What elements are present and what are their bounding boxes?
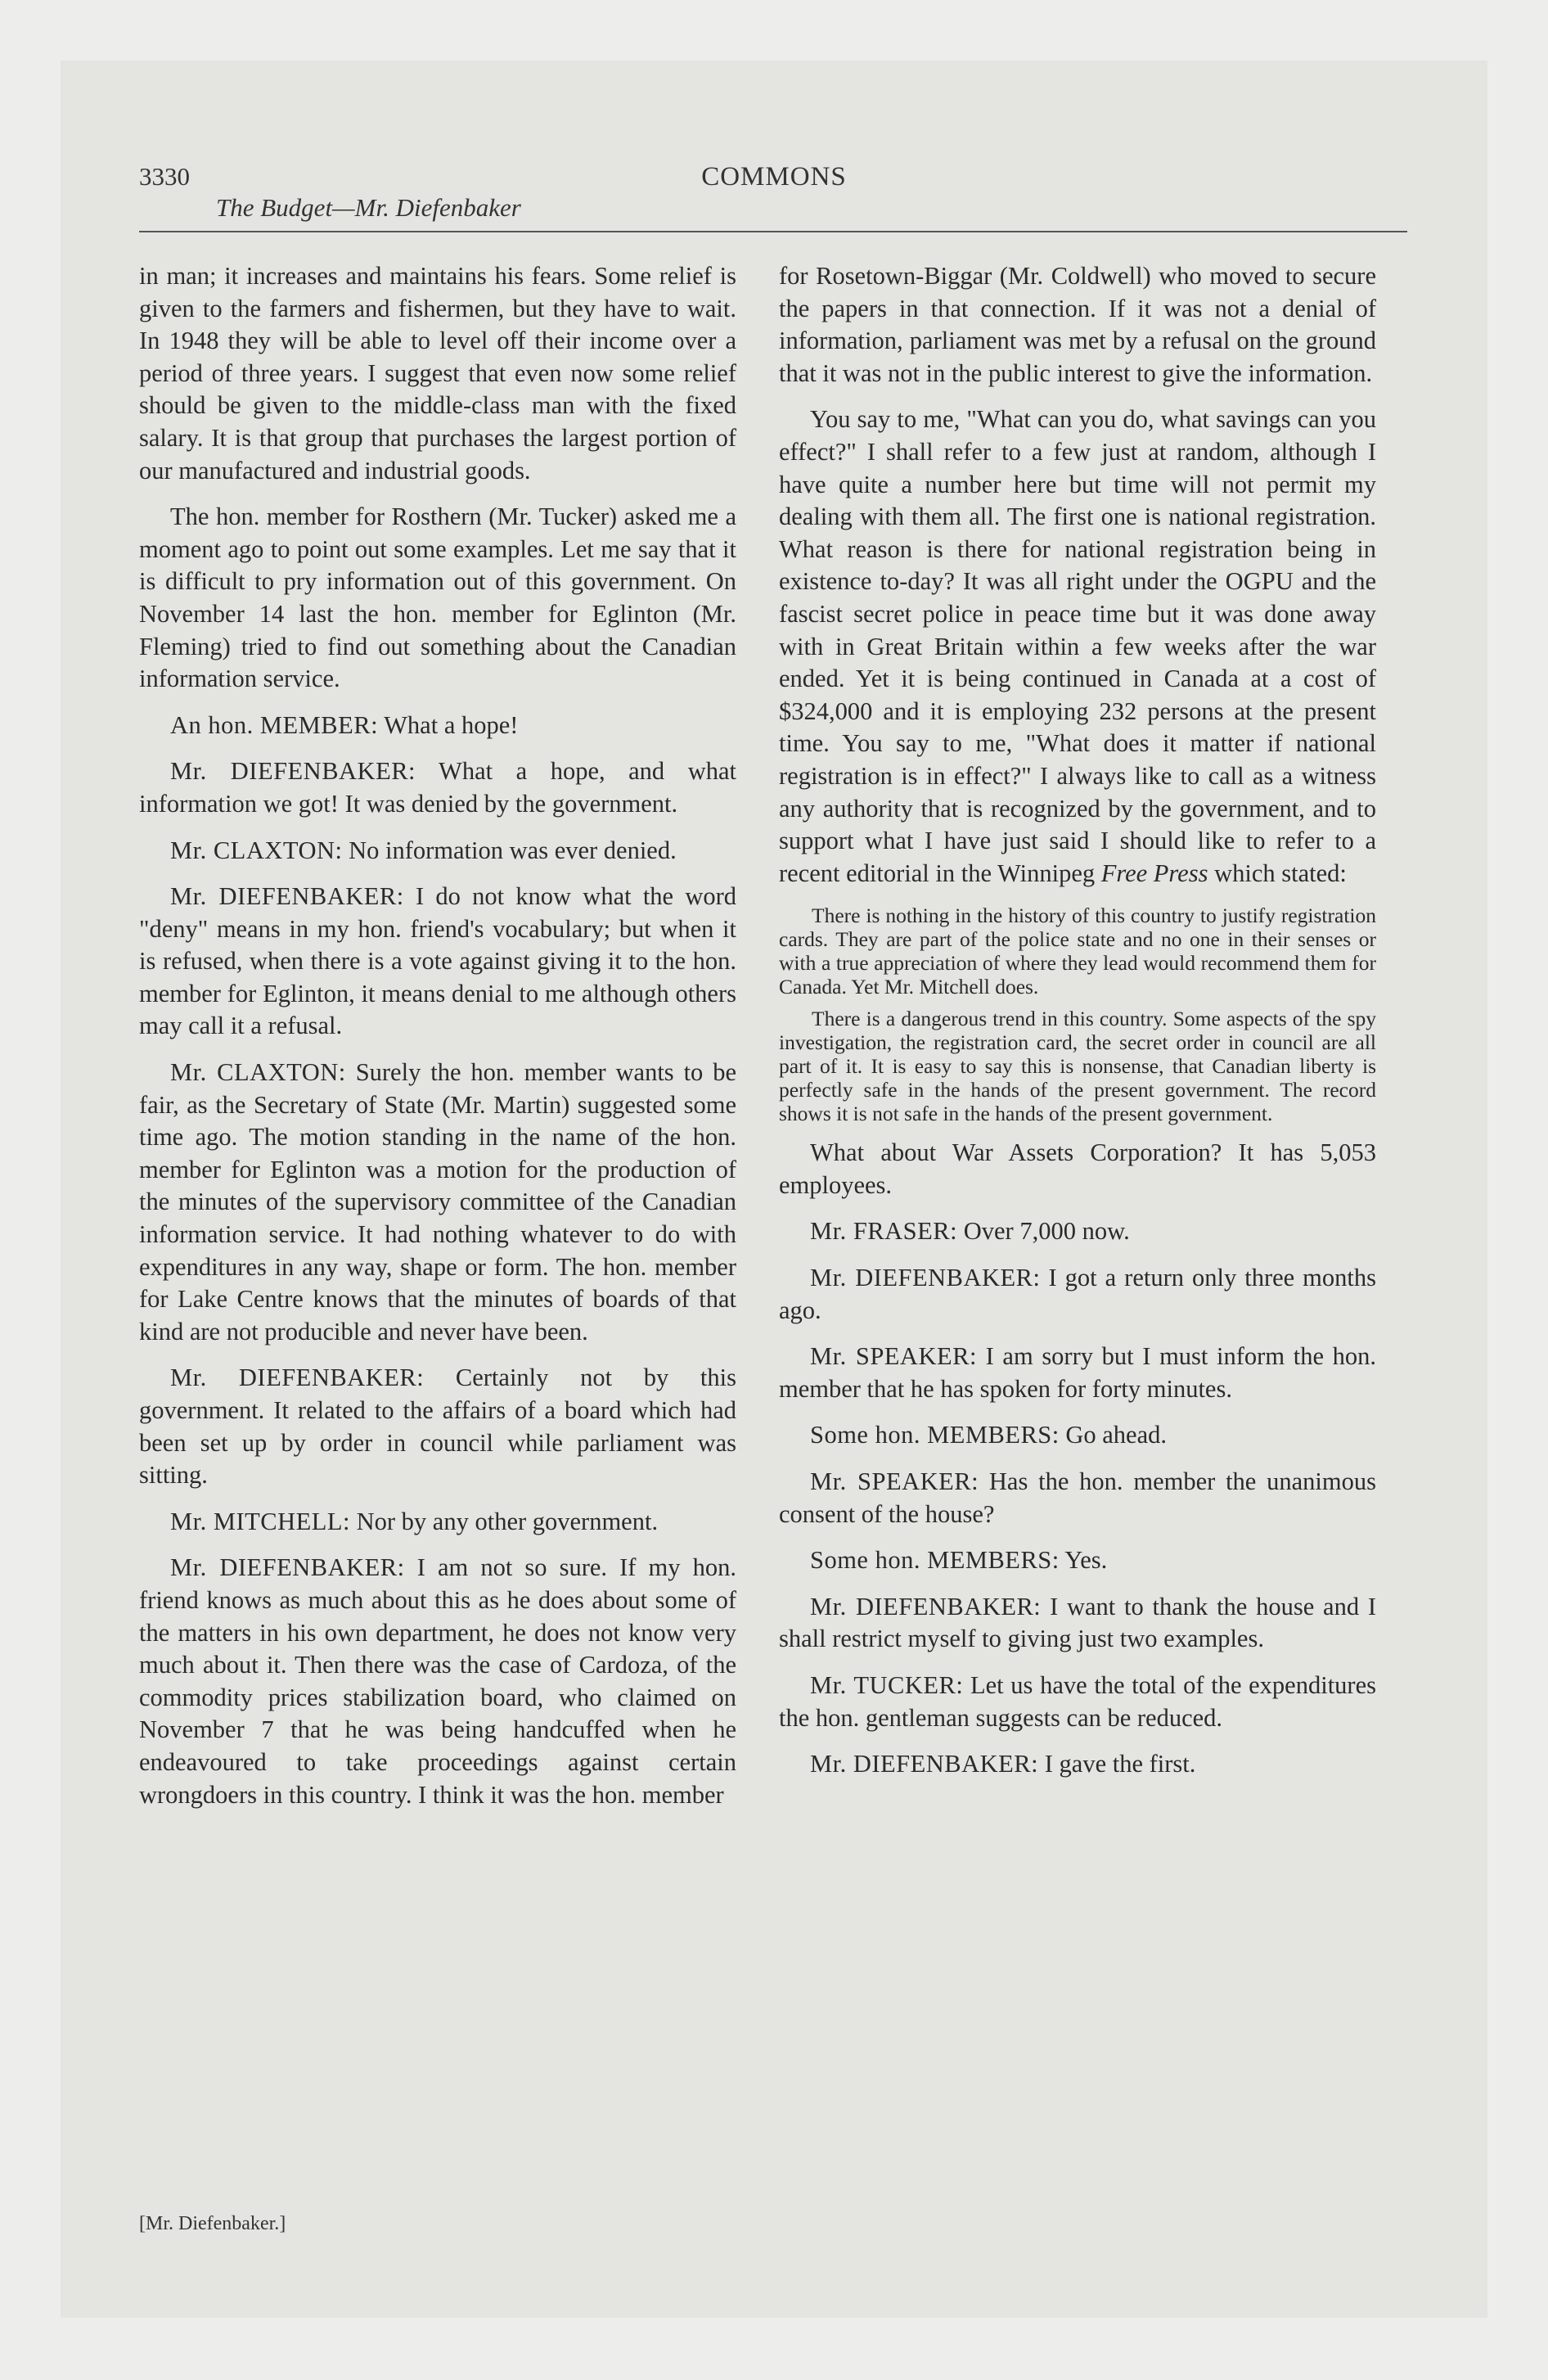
speech: Mr. DIEFENBAKER: I want to thank the house and I shall restrict myself to giving just two examples.: [779, 1592, 1377, 1653]
quote-paragraph: There is nothing in the history of this country to justify registration cards. They are part of the police state and no one in their senses or with a true appreciation of where they lead would recommend them for Canada. Yet Mr. Mitchell does.: [779, 904, 1376, 999]
editorial-quote: [779, 904, 1376, 1125]
speech: Mr. CLAXTON: No information was ever denied.: [170, 836, 677, 864]
speech: Mr. FRASER: Over 7,000 now.: [810, 1217, 1130, 1246]
speech: Mr. DIEFENBAKER: I got a return only three months ago.: [779, 1264, 1376, 1324]
speaker-name: Some hon. MEMBERS:: [810, 1421, 1060, 1449]
speaker-name: Mr. TUCKER:: [810, 1671, 964, 1699]
speech: Mr. DIEFENBAKER: I am not so sure. If my hon. friend knows as much about this as he does about some of the matters in his own department, he does not know very much about it. Then there was the case of Cardoza, of the commodity prices stabilization board, who claimed on November 7 that he was being handcuffed when he endeavoured to take proceedings against certain wrongdoers in this country. I think it was the hon. member: [139, 1553, 736, 1809]
speaker-name: Mr. FRASER:: [810, 1217, 958, 1246]
speech: An hon. MEMBER: What a hope!: [170, 710, 519, 739]
speaker-name: Mr. SPEAKER:: [810, 1342, 977, 1371]
speaker-name: Mr. DIEFENBAKER:: [810, 1592, 1042, 1620]
speaker-name: Mr. MITCHELL:: [170, 1507, 350, 1535]
speech: Mr. DIEFENBAKER: Certainly not by this government. It related to the affairs of a board which had been set up by order in council while parliament was sitting.: [139, 1364, 736, 1490]
speaker-name: Mr. DIEFENBAKER:: [810, 1750, 1039, 1778]
speech: Mr. DIEFENBAKER: What a hope, and what information we got! It was denied by the government.: [139, 757, 737, 818]
speaker-name: Mr. CLAXTON:: [170, 1058, 346, 1087]
header-rule: [139, 231, 1407, 232]
speaker-name: Mr. SPEAKER:: [810, 1467, 979, 1496]
footer-speaker-note: [Mr. Diefenbaker.]: [139, 2213, 286, 2234]
paragraph: What about War Assets Corporation? It has 5,053 employees.: [779, 1138, 1376, 1199]
right-column: [779, 260, 1376, 1795]
speech: Mr. DIEFENBAKER: I do not know what the word "deny" means in my hon. friend's vocabulary; but when it is refused, when there is a vote against giving it to the hon. member for Eglinton, it means denial to me although others may call it a refusal.: [139, 882, 737, 1040]
page-number: 3330: [139, 162, 190, 191]
speech: Mr. DIEFENBAKER: I gave the first.: [810, 1750, 1196, 1778]
newspaper-name: Free Press: [1100, 859, 1208, 887]
speech: Some hon. MEMBERS: Yes.: [810, 1546, 1108, 1575]
quote-paragraph: There is a dangerous trend in this country. Some aspects of the spy investigation, the registration card, the secret order in council are all part of it. It is easy to say this is nonsense, that Canadian liberty is perfectly safe in the hands of the present government. The record shows it is not safe in the hands of the present government.: [779, 1007, 1376, 1126]
speech: Mr. CLAXTON: Surely the hon. member wants to be fair, as the Secretary of State (Mr. Martin) suggested some time ago. The motion standing in the name of the hon. member for Eglinton was a motion for the production of the minutes of the supervisory committee of the Canadian information service. It had nothing whatever to do with expenditures in any way, shape or form. The hon. member for Lake Centre knows that the minutes of boards of that kind are not producible and never have been.: [139, 1058, 737, 1346]
speech: Mr. TUCKER: Let us have the total of the expenditures the hon. gentleman suggests can be reduced.: [779, 1671, 1376, 1732]
running-subtitle: The Budget—Mr. Diefenbaker: [216, 193, 521, 222]
speaker-name: Mr. DIEFENBAKER:: [170, 757, 416, 786]
speaker-name: Mr. DIEFENBAKER:: [170, 1364, 425, 1392]
speaker-name: Mr. CLAXTON:: [170, 836, 343, 864]
speaker-name: Mr. DIEFENBAKER:: [170, 1553, 405, 1582]
running-head: COMMONS: [701, 162, 847, 192]
speech: Mr. SPEAKER: Has the hon. member the unanimous consent of the house?: [779, 1467, 1377, 1528]
speech: Mr. SPEAKER: I am sorry but I must inform the hon. member that he has spoken for forty minutes.: [779, 1342, 1377, 1403]
speech: Some hon. MEMBERS: Go ahead.: [810, 1421, 1167, 1449]
speaker-name: An hon. MEMBER:: [170, 710, 379, 739]
speaker-name: Mr. DIEFENBAKER:: [170, 882, 404, 911]
speaker-name: Mr. DIEFENBAKER:: [810, 1264, 1041, 1292]
paragraph: in man; it increases and maintains his fears. Some relief is given to the farmers and fishermen, but they have to wait. In 1948 they will be able to level off their income over a period of three years. I suggest that even now some relief should be given to the middle-class man with the fixed salary. It is that group that purchases the largest portion of our manufactured and industrial goods.: [139, 262, 736, 485]
speech: Mr. MITCHELL: Nor by any other government.: [170, 1507, 659, 1535]
speaker-name: Some hon. MEMBERS:: [810, 1546, 1060, 1575]
paragraph: The hon. member for Rosthern (Mr. Tucker) asked me a moment ago to point out some examples. Let me say that it is difficult to pry information out of this government. On November 14 last the hon. member for Eglinton (Mr. Fleming) tried to find out something about the Canadian information service.: [139, 503, 736, 693]
paragraph: You say to me, "What can you do, what savings can you effect?" I shall refer to a few just at random, although I have quite a number here but time will not permit my dealing with them all. The first one is national registration. What reason is there for national registration being in existence to-day? It was all right under the OGPU and the fascist secret police in peace time but it was done away with in Great Britain within a few weeks after the war ended. Yet it is being continued in Canada at a cost of $324,000 and it is employing 232 persons at the present time. You say to me, "What does it matter if national registration is in effect?" I always like to call as a witness any authority that is recognized by the government, and to support what I have just said I should like to refer to a recent editorial in the Winnipeg Free Press which stated:: [779, 405, 1376, 887]
left-column: [139, 260, 736, 1825]
paragraph: for Rosetown-Biggar (Mr. Coldwell) who moved to secure the papers in that connection. If it was not a denial of information, parliament was met by a refusal on the ground that it was not in the public interest to give the information.: [779, 262, 1376, 387]
